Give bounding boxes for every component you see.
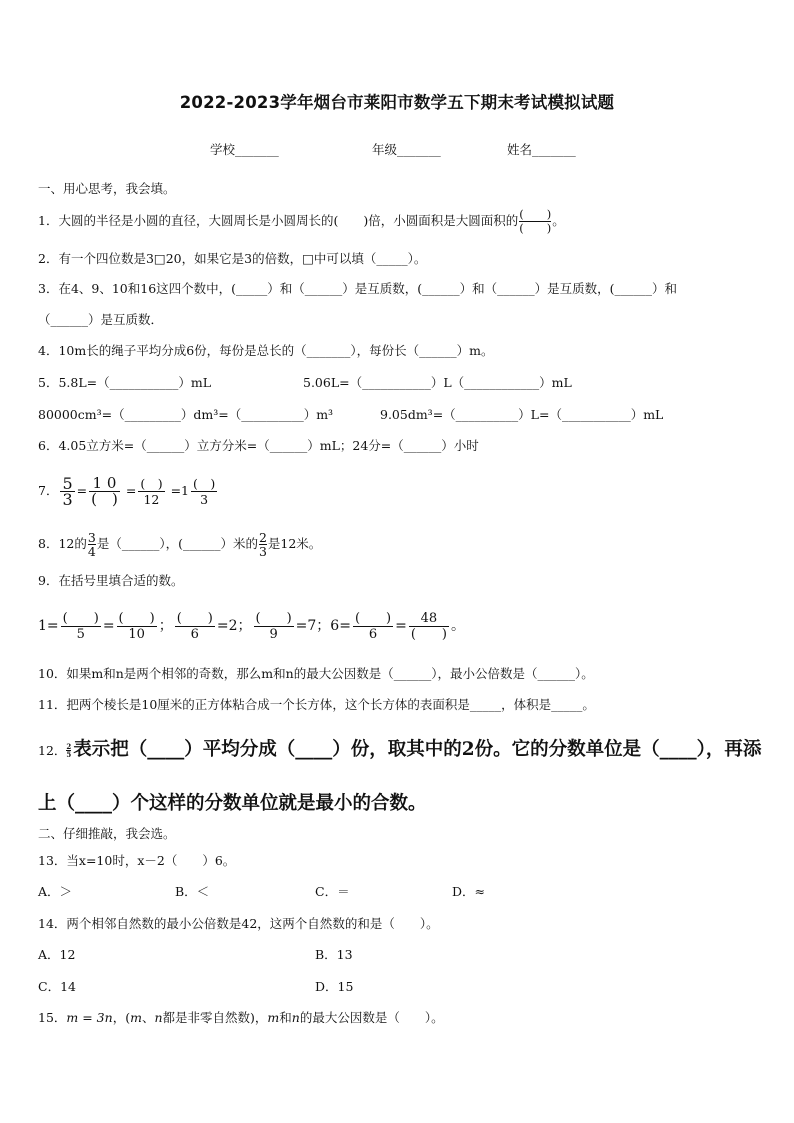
question-5-row-1: 5．5.8L=（___________）mL 5.06L=（___________）L（____________）mL: [38, 375, 572, 390]
option-b[interactable]: B．13: [315, 947, 353, 962]
question-9: 9．在括号里填合适的数。: [38, 573, 184, 588]
option-a[interactable]: A．＞: [38, 884, 73, 899]
question-1-fraction: ( ) ( ): [519, 207, 552, 235]
option-c[interactable]: C．14: [38, 979, 76, 994]
question-15: 15．m = 3n，(m、n都是非零自然数)，m和n的最大公因数是（ ）。: [38, 1010, 444, 1025]
question-11: 11．把两个棱长是10厘米的正方体粘合成一个长方体，这个长方体的表面积是_____，体积是_____。: [38, 697, 595, 712]
question-3-line-2: （______）是互质数．: [38, 312, 164, 327]
option-d[interactable]: D．≈: [452, 884, 485, 899]
question-1: 1．大圆的半径是小圆的直径，大圆周长是小圆周长的( )倍，小圆面积是大圆面积的 ( ) ( ) 。: [38, 207, 565, 235]
question-10: 10．如果m和n是两个相邻的奇数，那么m和n的最大公因数是（______），最小公倍数是（______）。: [38, 666, 594, 681]
question-2: 2．有一个四位数是3□20，如果它是3的倍数，□中可以填（_____）。: [38, 251, 427, 266]
question-14: 14．两个相邻自然数的最小公倍数是42，这两个自然数的和是（ ）。: [38, 916, 439, 931]
question-6: 6．4.05立方米=（______）立方分米=（______）mL；24分=（______）小时: [38, 438, 479, 453]
option-c[interactable]: C．＝: [315, 884, 350, 899]
question-12-line-2: 上（____）个这样的分数单位就是最小的合数。: [38, 793, 427, 814]
option-d[interactable]: D．15: [315, 979, 354, 994]
question-12-fraction: $\frac{2}{5}$: [66, 741, 72, 759]
section-1-heading: 一、用心思考，我会填。: [38, 181, 176, 196]
grade-field[interactable]: 年级_______: [372, 142, 441, 157]
question-4: 4．10m长的绳子平均分成6份，每份是总长的（_______），每份长（______）m。: [38, 343, 494, 358]
page-title: 2022-2023学年烟台市莱阳市数学五下期末考试模拟试题: [179, 93, 615, 112]
question-12-line-1: 12． $\frac{2}{5}$ 表示把（____）平均分成（____）份，取其中的2份。它的分数单位是（____），再添: [38, 739, 762, 760]
name-field[interactable]: 姓名_______: [507, 142, 576, 157]
question-7: 7． $\frac{5}{3}$ = $\frac{1 0}{( )}$ = $\frac{( )}{12}$ =1 $\frac{( )}{3}$: [38, 474, 216, 509]
school-field[interactable]: 学校_______: [210, 142, 279, 157]
question-8: 8．12的 $\frac{3}{4}$ 是（______），(______）米的 $\frac{2}{3}$ 是12米。: [38, 530, 322, 559]
question-1-text: 1．大圆的半径是小圆的直径，大圆周长是小圆周长的( )倍，小圆面积是大圆面积的: [38, 213, 519, 228]
question-13: 13．当x=10时，x－2（ ）6。: [38, 853, 236, 868]
question-5-row-2: 80000cm³=（_________）dm³=（__________）m³ 9.05dm³=（__________）L=（___________）mL: [38, 407, 664, 422]
question-9-equations: 1= $\frac{( )}{5}$ = $\frac{( )}{10}$ ； $\frac{( )}{6}$ =2； $\frac{( )}{9}$ =7；6= $\frac{( )}{6}$ = $\frac{48}{( )}$ 。: [38, 610, 465, 642]
question-3-line-1: 3．在4、9、10和16这四个数中，(_____）和（______）是互质数，(______）和（______）是互质数，(______）和: [38, 281, 678, 296]
option-a[interactable]: A．12: [38, 947, 76, 962]
section-2-heading: 二、仔细推敲，我会选。: [38, 826, 176, 841]
option-b[interactable]: B．＜: [175, 884, 210, 899]
